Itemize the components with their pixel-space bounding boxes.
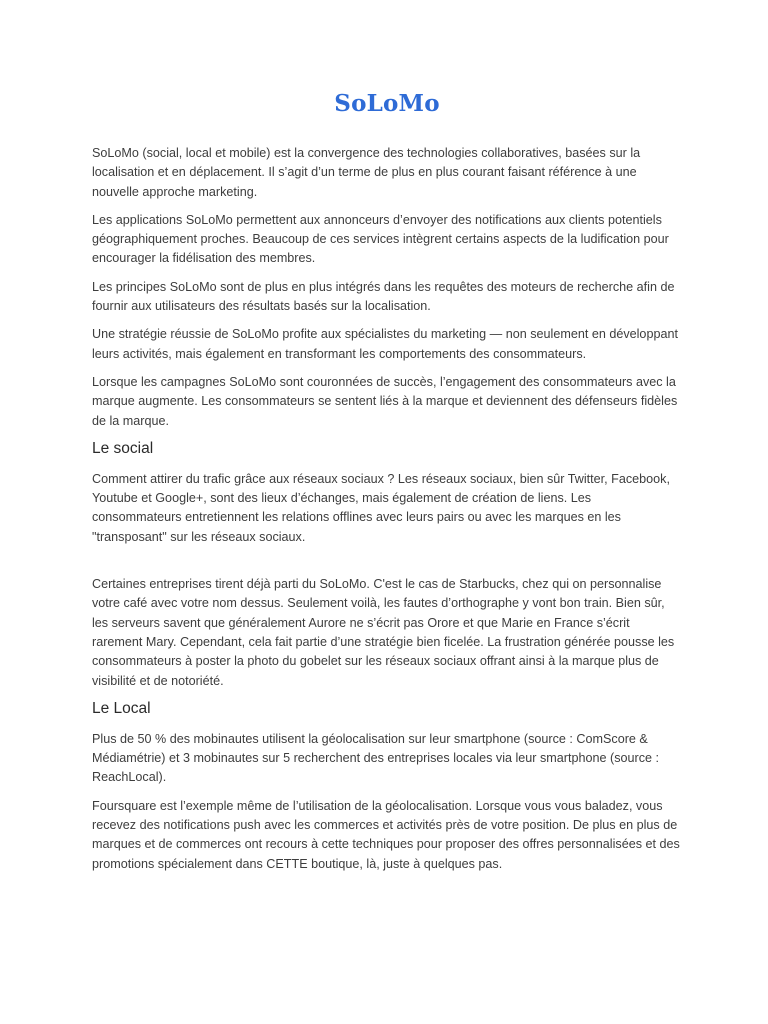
document-page	[92, 90, 682, 883]
intro-paragraph-4: Une stratégie réussie de SoLoMo profite aux spécialistes du marketing — non seulement en développant leurs activités, mais également en transformant les comportements des consommateurs.	[92, 327, 678, 361]
local-paragraph-2: Foursquare est l’exemple même de l’utilisation de la géolocalisation. Lorsque vous vous baladez, vous recevez des notifications push avec les commerces et activités près de votre position. De plus en plus de marques et de commerces ont recours à cette techniques pour proposer des offres personnalisées et des promotions spécialement dans CETTE boutique, là, juste à quelques pas.	[92, 798, 680, 871]
section-heading-social: Le social	[92, 439, 154, 457]
local-paragraph-1: Plus de 50 % des mobinautes utilisent la géolocalisation sur leur smartphone (source : ComScore & Médiamétrie) et 3 mobinautes sur 5 recherchent des entreprises locales via leur smartphone (source : ReachLocal).	[92, 731, 659, 785]
intro-paragraph-5: Lorsque les campagnes SoLoMo sont couronnées de succès, l’engagement des consommateurs avec la marque augmente. Les consommateurs se sentent liés à la marque et deviennent des défenseurs fidèles de la marque.	[92, 374, 678, 428]
intro-paragraph-2: Les applications SoLoMo permettent aux annonceurs d’envoyer des notifications aux clients potentiels géographiquement proches. Beaucoup de ces services intègrent certains aspects de la ludification pour encourager la fidélisation des membres.	[92, 212, 669, 266]
social-paragraph-1: Comment attirer du trafic grâce aux réseaux sociaux ? Les réseaux sociaux, bien sûr Twitter, Facebook, Youtube et Google+, sont des lieux d’échanges, mais également de création de liens. Les consommateurs entretiennent les relations offlines avec leurs pairs ou avec les marques en les "transposant" sur les réseaux sociaux.	[92, 471, 670, 544]
intro-paragraph-3: Les principes SoLoMo sont de plus en plus intégrés dans les requêtes des moteurs de recherche afin de fournir aux utilisateurs des résultats basés sur la localisation.	[92, 279, 675, 314]
intro-paragraph-1: SoLoMo (social, local et mobile) est la convergence des technologies collaboratives, basées sur la localisation et en déplacement. Il s’agit d’un terme de plus en plus courant faisant référence à une nouvelle approche marketing.	[92, 146, 641, 199]
document-title: SoLoMo	[334, 90, 440, 117]
section-heading-local: Le Local	[92, 699, 151, 717]
social-paragraph-2: Certaines entreprises tirent déjà parti du SoLoMo. C'est le cas de Starbucks, chez qui on personnalise votre café avec votre nom dessus. Seulement voilà, les fautes d’orthographe y vont bon train. Bien sûr, les serveurs savent que généralement Aurore ne s’écrit pas Orore et que Marie en France s’écrit rarement Mary. Cependant, cela fait partie d’une stratégie bien ficelée. La frustration générée pousse les consommateurs à poster la photo du gobelet sur les réseaux sociaux offrant ainsi à la marque plus de visibilité et de notoriété.	[92, 577, 675, 688]
